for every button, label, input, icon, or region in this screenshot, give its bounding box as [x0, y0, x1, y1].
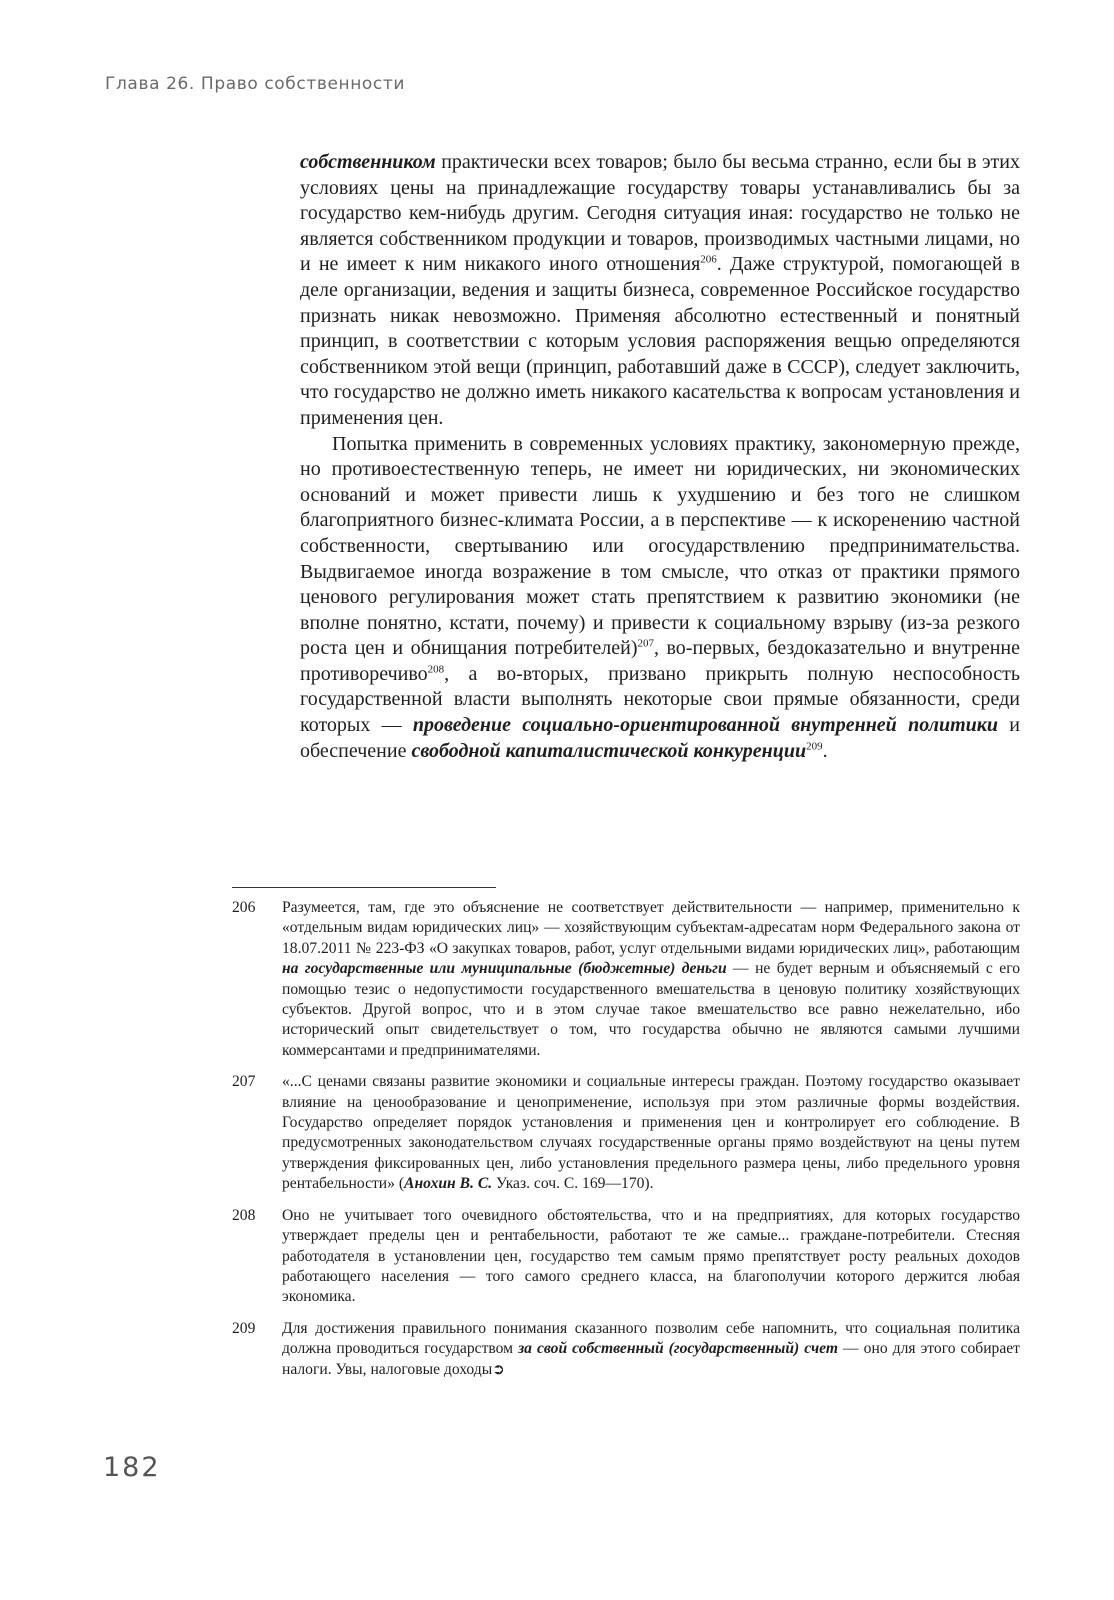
text-run: , а во-вторых, призвано прикрыть полную неспособность государственной власти выполнять некоторые свои прямые обязанности, среди которых —	[300, 662, 1020, 737]
footnotes	[232, 898, 1020, 1391]
text-run: Указ. соч. С. 169—170).	[492, 1175, 654, 1193]
emphasis: за свой собственный (государственный) счет	[518, 1340, 838, 1358]
text-run: «...С ценами связаны развитие экономики и социальные интересы граждан. Поэтому государство оказывает влияние на ценообразование и ценоприменение, используя при этом различные формы воздействия. Государство определяет порядок установления и применения цен и контролирует его соблюдение. В предусмотренных законодательством случаях государственные органы прямо воздействуют на цены путем утверждения фиксированных цен, либо установления предельного размера цены, либо предельного уровня рентабельности» (	[282, 1073, 1020, 1193]
paragraph-2	[300, 432, 1020, 765]
text-run: Для достижения правильного понимания сказанного позволим себе напомнить, что социальная политика должна проводиться государством	[282, 1319, 1020, 1358]
text-run: Разумеется, там, где это объяснение не соответствует действительности — например, применительно к «отдельным видам юридических лиц» — хозяйствующим субъектам-адресатам норм Федерального закона от 18.07.2011 № 223-ФЗ «О закупках товаров, работ, услуг отдельными видами юридических лиц», работающим	[282, 899, 1020, 957]
footnote-ref-209[interactable]: 209	[806, 740, 823, 752]
text-run: — оно для этого собирает налоги. Увы, налоговые доходы	[282, 1340, 1020, 1378]
footnote-text	[282, 1319, 1020, 1380]
footnote-number: 207	[232, 1073, 256, 1091]
footnote-208	[232, 1206, 1020, 1308]
emphasis: на государственные или муниципальные (бюджетные) деньги	[282, 960, 727, 978]
text-run: , во-первых, бездоказательно и внутренне противоречиво	[300, 637, 1020, 685]
footnote-ref-207[interactable]: 207	[637, 637, 655, 650]
emphasis: проведение социально-ориентированной внутренней политики	[412, 714, 999, 737]
emphasis: собственником	[300, 151, 436, 173]
text-run: .	[822, 739, 828, 762]
emphasis: Анохин В. С.	[404, 1175, 493, 1193]
text-run: . Даже структурой, помогающей в деле организации, ведения и защиты бизнеса, современное Российское государство признать никак невозможно. Применяя абсолютно естественный и понятный принцип, в соответствии с которым условия распоряжения вещью определяются собственником этой вещи (принцип, работавший даже в СССР), следует заключить, что государство не должно иметь никакого касательства к вопросам установления и применения цен.	[300, 253, 1021, 429]
footnote-text: Оно не учитывает того очевидного обстоятельства, что и на предприятиях, для которых государство утверждает пределы цен и рентабельности, работают те же самые... граждане-потребители. Стесняя работодателя в установлении цен, государство тем самым прямо препятствует росту реальных доходов работающего населения — того самого среднего класса, на благополучии которого держится любая экономика.	[282, 1206, 1020, 1306]
running-header: Глава 26. Право собственности	[105, 74, 406, 94]
main-text	[300, 150, 1020, 764]
emphasis: свободной капиталистической конкуренции	[411, 739, 807, 762]
footnote-text	[282, 1072, 1020, 1194]
footnote-206	[232, 898, 1020, 1061]
footnote-number: 206	[232, 899, 256, 916]
footnote-ref-208[interactable]: 208	[427, 663, 445, 676]
footnote-207	[232, 1072, 1020, 1194]
text-run: — не будет верным и объясняемый с его помощью тезис о недопустимости государственного вмешательства в ценовую политику хозяйствующих субъектов. Другой вопрос, что и в этом случае такое вмешательство все равно нежелательно, ибо исторический опыт свидетельствует о том, что государства обычно не являются самыми лучшими коммерсантами и предпринимателями.	[282, 960, 1020, 1059]
footnote-ref-206[interactable]: 206	[700, 253, 717, 266]
footnote-number: 208	[232, 1206, 256, 1224]
footnote-separator	[232, 887, 496, 888]
footnote-209	[232, 1319, 1020, 1380]
footnote-number: 209	[232, 1319, 256, 1337]
footnote-text	[282, 898, 1020, 1061]
paragraph-1	[300, 150, 1020, 432]
text-run: и обеспечение	[300, 714, 1021, 762]
page-number: 182	[103, 1452, 161, 1483]
text-run: Попытка применить в современных условиях практику, закономерную прежде, но противоестественную теперь, не имеет ни юридических, ни экономических оснований и может привести лишь к ухудшению и без того не слишком благоприятного бизнес-климата России, а в перспективе — к искоренению частной собственности, свертыванию или огосударствлению предпринимательства. Выдвигаемое иногда возражение в том смысле, что отказ от практики прямого ценового регулирования может стать препятствием к развитию экономики (не вполне понятно, кстати, почему) и привести к социальному взрыву (из-за резкого роста цен и обнищания потребителей)	[300, 432, 1020, 660]
continue-arrow-icon: ➲	[492, 1361, 505, 1378]
text-run: практически всех товаров; было бы весьма странно, если бы в этих условиях цены на принадлежащие государству товары устанавливались бы за государство кем-нибудь другим. Сегодня ситуация иная: государство не только не является собственником продукции и товаров, производимых частными лицами, но и не имеет к ним никакого иного отношения	[300, 151, 1020, 276]
